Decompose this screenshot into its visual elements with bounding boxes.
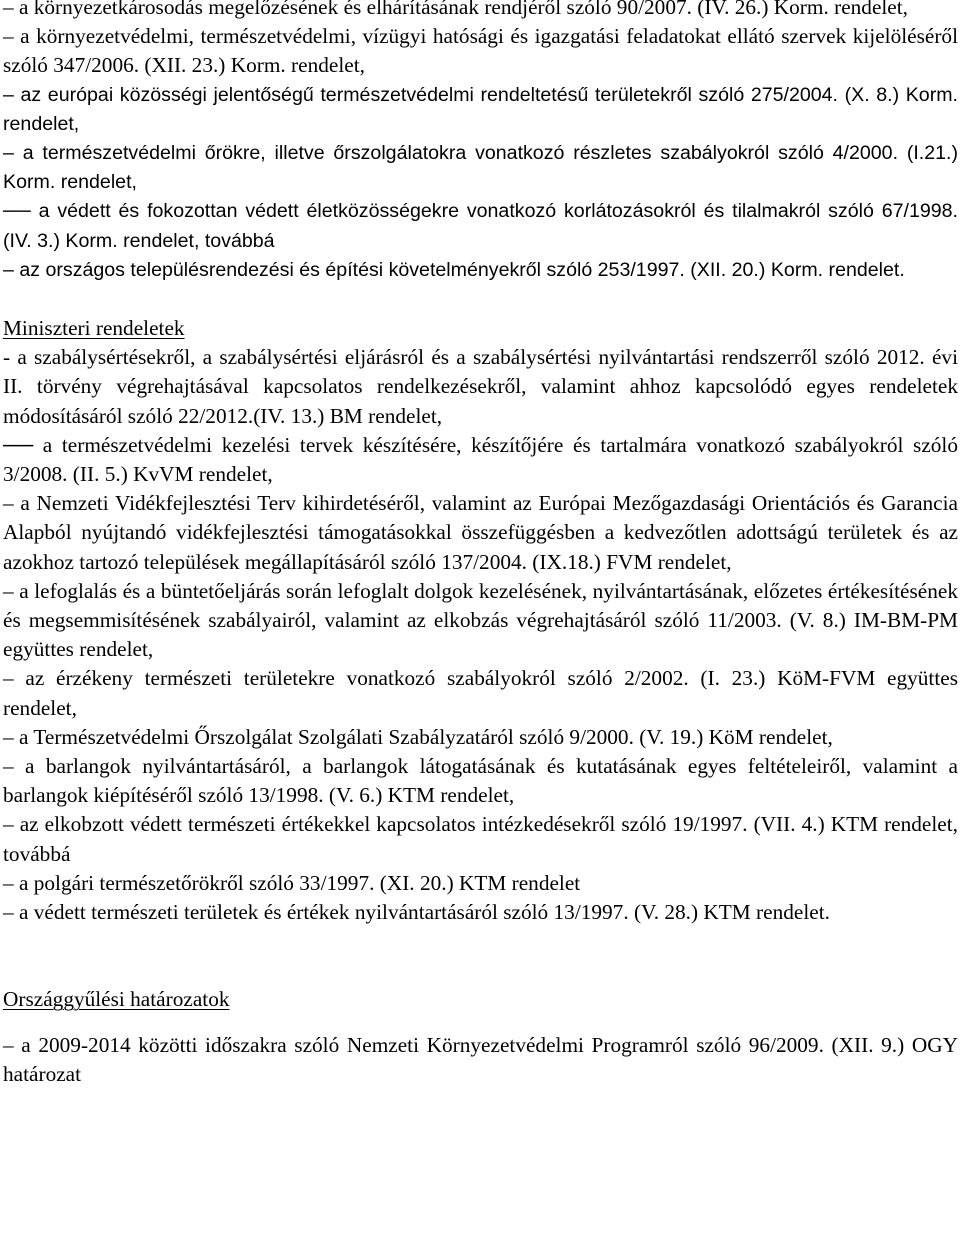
list-item: – a Nemzeti Vidékfejlesztési Terv kihirdetéséről, valamint az Európai Mezőgazdasági Orientációs és Garancia Alapból nyújtandó vidékfejlesztési támogatásokkal összefüggésben a kedvezőtlen adottságú területek és az azokhoz tartozó települések megállapításáról szóló 137/2004. (IX.18.) FVM rendelet, [3, 491, 958, 574]
government-decrees-list [3, 0, 958, 285]
list-item: – a polgári természetőrökről szóló 33/1997. (XI. 20.) KTM rendelet [3, 870, 581, 895]
list-item: – a környezetkárosodás megelőzésének és elhárításának rendjéről szóló 90/2007. (IV. 26.) Korm. rendelet, [3, 0, 909, 19]
list-item: – az elkobzott védett természeti értékekkel kapcsolatos intézkedésekről szóló 19/1997. (VII. 4.) KTM rendelet, továbbá [3, 812, 958, 866]
parliament-resolutions-heading: Országgyűlési határozatok [3, 987, 230, 1012]
ministerial-decrees-list [3, 343, 958, 927]
list-item: – a védett természeti területek és értékek nyilvántartásáról szóló 13/1997. (V. 28.) KTM rendelet. [3, 900, 830, 925]
list-item: – a környezetvédelmi, természetvédelmi, vízügyi hatósági és igazgatási feladatokat ellátó szervek kijelöléséről szóló 347/2006. (XII. 23.) Korm. rendelet, [3, 24, 958, 78]
list-item: ── a természetvédelmi kezelési tervek készítésére, készítőjére és tartalmára vonatkozó szabályokról szóló 3/2008. (II. 5.) KvVM rendelet, [3, 432, 958, 487]
list-item: – a Természetvédelmi Őrszolgálat Szolgálati Szabályzatáról szóló 9/2000. (V. 19.) KöM rendelet, [3, 724, 833, 749]
list-item: ── a védett és fokozottan védett életközösségekre vonatkozó korlátozásokról és tilalmakról szóló 67/1998. (IV. 3.) Korm. rendelet, továbbá [3, 200, 958, 252]
list-item: – a 2009-2014 közötti időszakra szóló Nemzeti Környezetvédelmi Programról szóló 96/2009. (XII. 9.) OGY határozat [3, 1032, 958, 1086]
list-item: - a szabálysértésekről, a szabálysértési eljárásról és a szabálysértési nyilvántartási rendszerről szóló 2012. évi II. törvény végrehajtásával kapcsolatos rendelkezésekről, valamint ahhoz kapcsolódó egyes rendeletek módosításáról szóló 22/2012.(IV. 13.) BM rendelet, [3, 345, 958, 428]
list-item: – az érzékeny természeti területekre vonatkozó szabályokról szóló 2/2002. (I. 23.) KöM-FVM együttes rendelet, [3, 666, 958, 720]
list-item: – a barlangok nyilvántartásáról, a barlangok látogatásának és kutatásának egyes feltételeiről, valamint a barlangok kiépítéséről szóló 13/1998. (V. 6.) KTM rendelet, [3, 754, 958, 808]
list-item: – a természetvédelmi őrökre, illetve őrszolgálatokra vonatkozó részletes szabályokról szóló 4/2000. (I.21.) Korm. rendelet, [3, 142, 958, 194]
list-item: – az európai közösségi jelentőségű természetvédelmi rendeltetésű területekről szóló 275/2004. (X. 8.) Korm. rendelet, [3, 83, 958, 135]
ministerial-decrees-heading: Miniszteri rendeletek [3, 316, 185, 341]
list-item: – az országos településrendezési és építési követelményekről szóló 253/1997. (XII. 20.) Korm. rendelet. [3, 258, 905, 281]
parliament-resolutions-list [3, 1031, 958, 1089]
list-item: – a lefoglalás és a büntetőeljárás során lefoglalt dolgok kezelésének, nyilvántartásának, előzetes értékesítésének és megsemmisítésének szabályairól, valamint az elkobzás végrehajtásáról szóló 11/2003. (V. 8.) IM-BM-PM együttes rendelet, [3, 578, 958, 662]
document-page [3, 0, 958, 1089]
